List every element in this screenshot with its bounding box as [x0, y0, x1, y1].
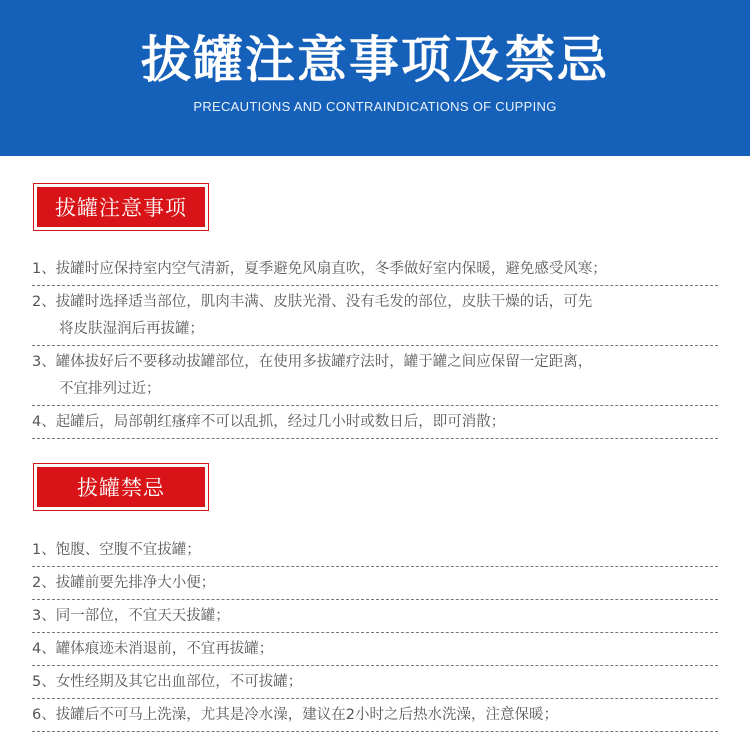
page-subtitle: PRECAUTIONS AND CONTRAINDICATIONS OF CUPPING: [193, 99, 557, 114]
list-item-text: 1、拔罐时应保持室内空气清新，夏季避免风扇直吹，冬季做好室内保暖，避免感受风寒；: [32, 261, 607, 277]
contraindications-heading-box: [33, 463, 209, 511]
contraindications-heading: 拔罐禁忌: [37, 467, 205, 507]
list-item: [32, 346, 718, 406]
list-item-text-continued: 不宜排列过近；: [59, 381, 161, 397]
list-item: [32, 567, 718, 600]
list-item-text: 4、罐体痕迹未消退前，不宜再拔罐；: [32, 641, 274, 657]
list-item-text: 4、起罐后，局部朝红瘙痒不可以乱抓，经过几小时或数日后，即可消散；: [32, 414, 506, 430]
precautions-heading-box: [33, 183, 209, 231]
list-item-text: 3、同一部位，不宜天天拔罐；: [32, 608, 230, 624]
list-item-text: 6、拔罐后不可马上洗澡，尤其是冷水澡，建议在2小时之后热水洗澡，注意保暖；: [32, 707, 558, 723]
list-item: [32, 600, 718, 633]
list-item: [32, 253, 718, 286]
precautions-list: [32, 253, 718, 439]
list-item-text-continued: 将皮肤湿润后再拔罐；: [59, 321, 204, 337]
header-banner: [0, 0, 750, 156]
contraindications-list: [32, 534, 718, 732]
list-item-text: 3、罐体拔好后不要移动拔罐部位，在使用多拔罐疗法时，罐于罐之间应保留一定距离，: [32, 354, 593, 370]
list-item-text: 1、饱腹、空腹不宜拔罐；: [32, 542, 201, 558]
list-item: [32, 286, 718, 346]
list-item: [32, 633, 718, 666]
list-item-text: 5、女性经期及其它出血部位，不可拔罐；: [32, 674, 303, 690]
list-item-text: 2、拔罐时选择适当部位，肌肉丰满、皮肤光滑、没有毛发的部位，皮肤干燥的话，可先: [32, 294, 593, 310]
precautions-heading: 拔罐注意事项: [37, 187, 205, 227]
list-item: [32, 406, 718, 439]
page-title: 拔罐注意事项及禁忌: [141, 31, 609, 89]
list-item-text: 2、拔罐前要先排净大小便；: [32, 575, 216, 591]
list-item: [32, 699, 718, 732]
list-item: [32, 666, 718, 699]
list-item: [32, 534, 718, 567]
